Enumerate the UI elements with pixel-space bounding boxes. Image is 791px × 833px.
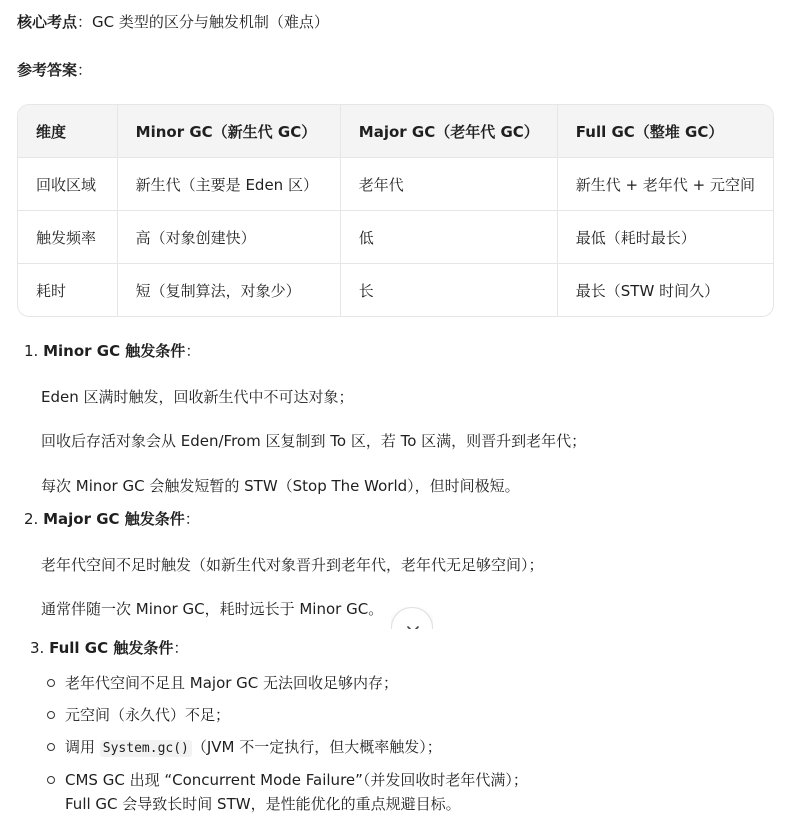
- full-gc-title: Full GC 触发条件: [49, 639, 174, 657]
- condition-text: 调用: [65, 738, 100, 756]
- full-gc-condition: 元空间（永久代）不足；: [65, 706, 231, 724]
- table-cell: 最长（STW 时间久）: [575, 281, 720, 300]
- table-cell: 低: [341, 211, 558, 264]
- answer-colon: ：: [77, 61, 93, 79]
- list-number: 3.: [30, 639, 45, 657]
- minor-gc-condition: Eden 区满时触发，回收新生代中不可达对象；: [41, 388, 354, 406]
- major-gc-condition: 老年代空间不足时触发（如新生代对象晋升到老年代，老年代无足够空间）；: [41, 556, 544, 574]
- core-point-line: [17, 11, 329, 33]
- inline-code: System.gc(): [100, 740, 192, 757]
- table-row: [18, 158, 773, 211]
- table-cell: 耗时: [18, 264, 118, 316]
- full-gc-condition: [65, 736, 442, 760]
- condition-text: （JVM 不一定执行，但大概率触发）；: [191, 738, 442, 756]
- answer-label: 参考答案: [17, 61, 78, 79]
- bullet-icon: [47, 711, 55, 719]
- minor-gc-condition: 每次 Minor GC 会触发短暂的 STW（Stop The World），但时间极短。: [41, 477, 520, 495]
- list-number: 1.: [24, 342, 39, 360]
- major-gc-heading: [24, 508, 200, 530]
- full-gc-heading: [30, 637, 188, 659]
- core-point-label: 核心考点: [17, 13, 78, 31]
- table-cell: 新生代（主要是 Eden 区）: [118, 158, 341, 211]
- table-cell: 高（对象创建快）: [118, 211, 341, 264]
- bullet-icon: [47, 679, 55, 687]
- full-gc-condition: 老年代空间不足且 Major GC 无法回收足够内存；: [65, 674, 399, 692]
- major-gc-condition: 通常伴随一次 Minor GC，耗时远长于 Minor GC。: [41, 600, 384, 618]
- major-gc-title: Major GC 触发条件: [43, 510, 185, 528]
- chevron-down-icon: [405, 621, 421, 637]
- minor-gc-heading: [24, 340, 200, 362]
- gc-comparison-table: [17, 104, 774, 317]
- full-gc-colon: ：: [173, 639, 189, 657]
- scroll-down-button[interactable]: [391, 607, 433, 649]
- list-number: 2.: [24, 510, 39, 528]
- table-cell: 短（复制算法，对象少）: [118, 264, 341, 316]
- table-cell: 最低（耗时最长）: [558, 211, 773, 264]
- bullet-icon: [47, 743, 55, 751]
- minor-gc-condition: 回收后存活对象会从 Eden/From 区复制到 To 区，若 To 区满，则晋升到老年代；: [41, 432, 587, 450]
- full-gc-condition: CMS GC 出现 “Concurrent Mode Failure”（并发回收时老年代满）；: [65, 771, 528, 789]
- table-row: [18, 264, 773, 316]
- table-row: [18, 211, 773, 264]
- answer-heading: [17, 59, 92, 81]
- bullet-icon: [47, 776, 55, 784]
- minor-gc-title: Minor GC 触发条件: [43, 342, 186, 360]
- major-gc-colon: ：: [184, 510, 200, 528]
- core-point-text: GC 类型的区分与触发机制（难点）: [92, 13, 329, 31]
- minor-gc-colon: ：: [185, 342, 201, 360]
- table-cell: 老年代: [341, 158, 558, 211]
- table-header-cell: Minor GC（新生代 GC）: [118, 105, 341, 158]
- table-cell: 长: [341, 264, 558, 316]
- table-header-row: [18, 105, 773, 158]
- table-cell: 回收区域: [18, 158, 118, 211]
- table-header-cell: 维度: [18, 105, 118, 158]
- table-cell: 触发频率: [18, 211, 118, 264]
- full-gc-note: Full GC 会导致长时间 STW，是性能优化的重点规避目标。: [65, 795, 461, 813]
- table-header-cell: Full GC（整堆 GC）: [558, 105, 773, 158]
- table-cell: 新生代 + 老年代 + 元空间: [558, 158, 773, 211]
- core-point-colon: ：: [77, 13, 93, 31]
- table-header-cell: Major GC（老年代 GC）: [341, 105, 558, 158]
